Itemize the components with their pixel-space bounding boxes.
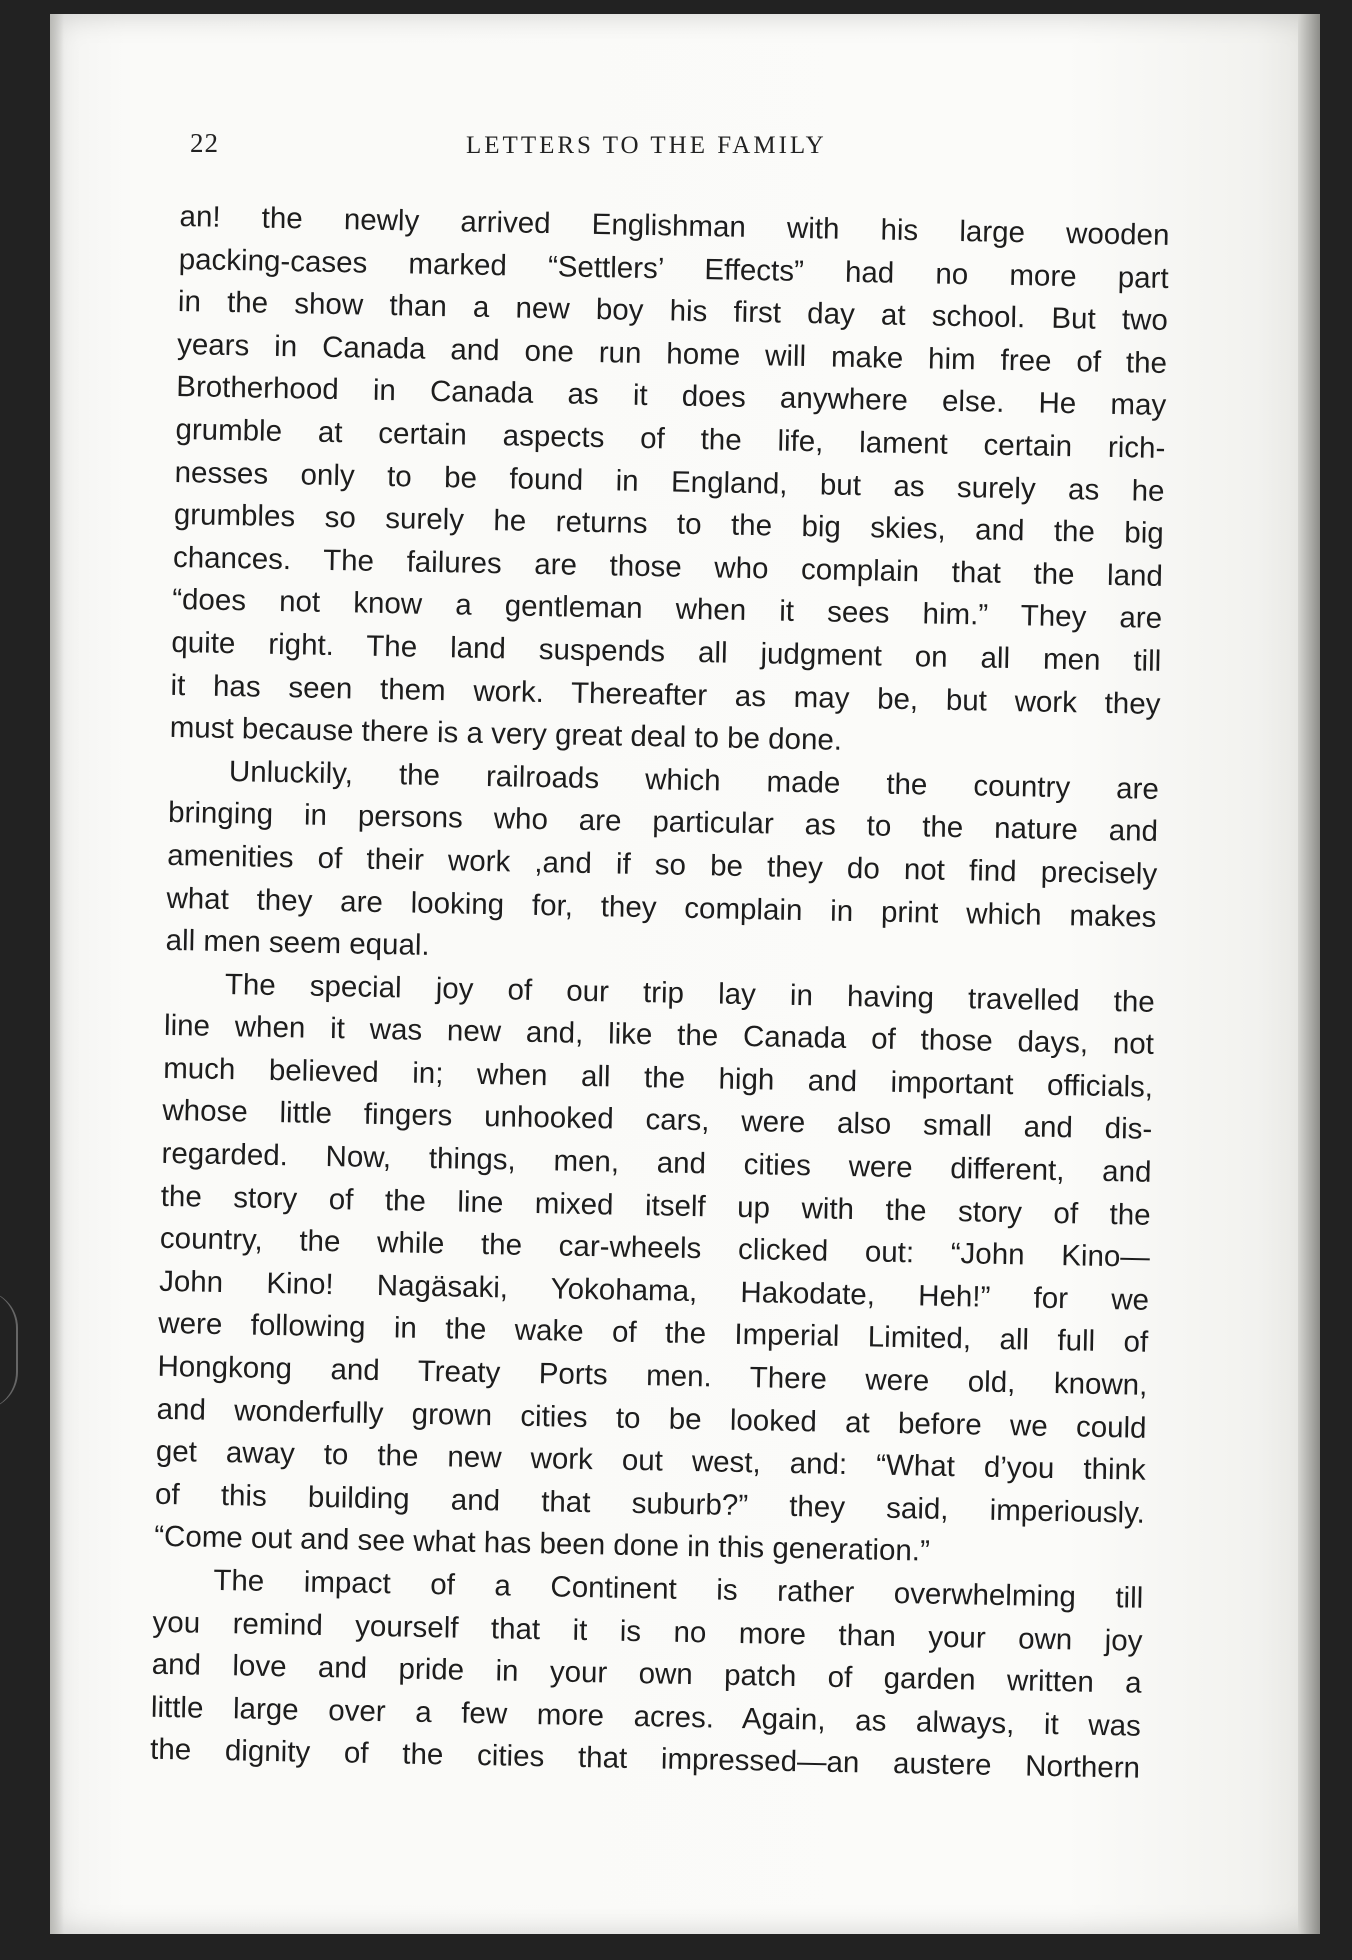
text-line: the story of the line mixed itself up with the story of the bbox=[160, 1179, 1151, 1232]
page-edge bbox=[1298, 14, 1320, 1934]
text-line: Brotherhood in Canada as it does anywhere else. He may bbox=[176, 370, 1167, 423]
gutter-shadow bbox=[50, 14, 64, 1934]
text-line: you remind yourself that it is no more than your own joy bbox=[152, 1605, 1143, 1658]
text-line: were following in the wake of the Imperial Limited, all full of bbox=[158, 1307, 1149, 1360]
text-line: Hongkong and Treaty Ports men. There were old, known, bbox=[157, 1349, 1148, 1402]
paragraph bbox=[150, 1559, 1144, 1791]
text-line: get away to the new work out west, and: “What d’you think bbox=[155, 1434, 1147, 1487]
text-line: much believed in; when all the high and important officials, bbox=[162, 1051, 1154, 1104]
text-line: “Come out and see what has been done in this generation.” bbox=[153, 1520, 931, 1569]
text-line: years in Canada and one run home will make him free of the bbox=[176, 327, 1168, 380]
text-line: whose little fingers unhooked cars, were also small and dis- bbox=[162, 1094, 1153, 1147]
text-line: John Kino! Nagäsaki, Yokohama, Hakodate, Heh!” for we bbox=[158, 1264, 1150, 1317]
text-line: chances. The failures are those who complain that the land bbox=[172, 540, 1164, 593]
text-line: nesses only to be found in England, but as surely as he bbox=[174, 455, 1165, 508]
body-text bbox=[150, 196, 1170, 1791]
text-line: country, the while the car-wheels clicked out: “John Kino— bbox=[159, 1222, 1151, 1275]
text-line: must because there is a very great deal to be done. bbox=[169, 711, 843, 757]
running-head: LETTERS TO THE FAMILY bbox=[466, 132, 827, 159]
text-line: the dignity of the cities that impressed—an austere Northern bbox=[149, 1733, 1141, 1786]
text-line: The impact of a Continent is rather overwhelming till bbox=[213, 1563, 1144, 1615]
text-line: what they are looking for, they complain in print which makes bbox=[166, 881, 1157, 934]
text-line: Unluckily, the railroads which made the country are bbox=[228, 754, 1160, 806]
text-line: and love and pride in your own patch of garden written a bbox=[151, 1647, 1142, 1700]
text-line: and wonderfully grown cities to be looked at before we could bbox=[156, 1392, 1147, 1445]
text-line: bringing in persons who are particular as to the nature and bbox=[167, 796, 1159, 849]
page-header bbox=[136, 128, 1056, 168]
text-line: an! the newly arrived Englishman with his large wooden bbox=[179, 199, 1170, 252]
text-line: packing-cases marked “Settlers’ Effects” had no more part bbox=[178, 242, 1169, 295]
text-line: it has seen them work. Thereafter as may be, but work they bbox=[170, 668, 1161, 721]
text-line: “does not know a gentleman when it sees him.” They are bbox=[171, 583, 1163, 636]
text-line: grumbles so surely he returns to the big skies, and the big bbox=[173, 498, 1165, 551]
text-line: of this building and that suburb?” they said, imperiously. bbox=[154, 1477, 1146, 1530]
text-line: amenities of their work ,and if so be they do not find precisely bbox=[167, 838, 1158, 891]
text-line: The special joy of our trip lay in having travelled the bbox=[224, 967, 1156, 1019]
text-line: line when it was new and, like the Canada of those days, not bbox=[163, 1009, 1155, 1062]
binding-edge bbox=[0, 1290, 18, 1410]
page-number: 22 bbox=[190, 128, 219, 158]
text-line: little large over a few more acres. Again, as always, it was bbox=[150, 1690, 1142, 1743]
text-line: quite right. The land suspends all judgment on all men till bbox=[171, 625, 1162, 678]
text-line: regarded. Now, things, men, and cities were different, and bbox=[161, 1136, 1152, 1189]
paragraph bbox=[169, 196, 1169, 769]
text-line: grumble at certain aspects of the life, lament certain rich- bbox=[175, 412, 1166, 465]
paragraph bbox=[154, 963, 1155, 1578]
paragraph bbox=[165, 750, 1159, 982]
text-line: all men seem equal. bbox=[165, 923, 430, 963]
text-line: in the show than a new boy his first day at school. But two bbox=[177, 285, 1169, 338]
